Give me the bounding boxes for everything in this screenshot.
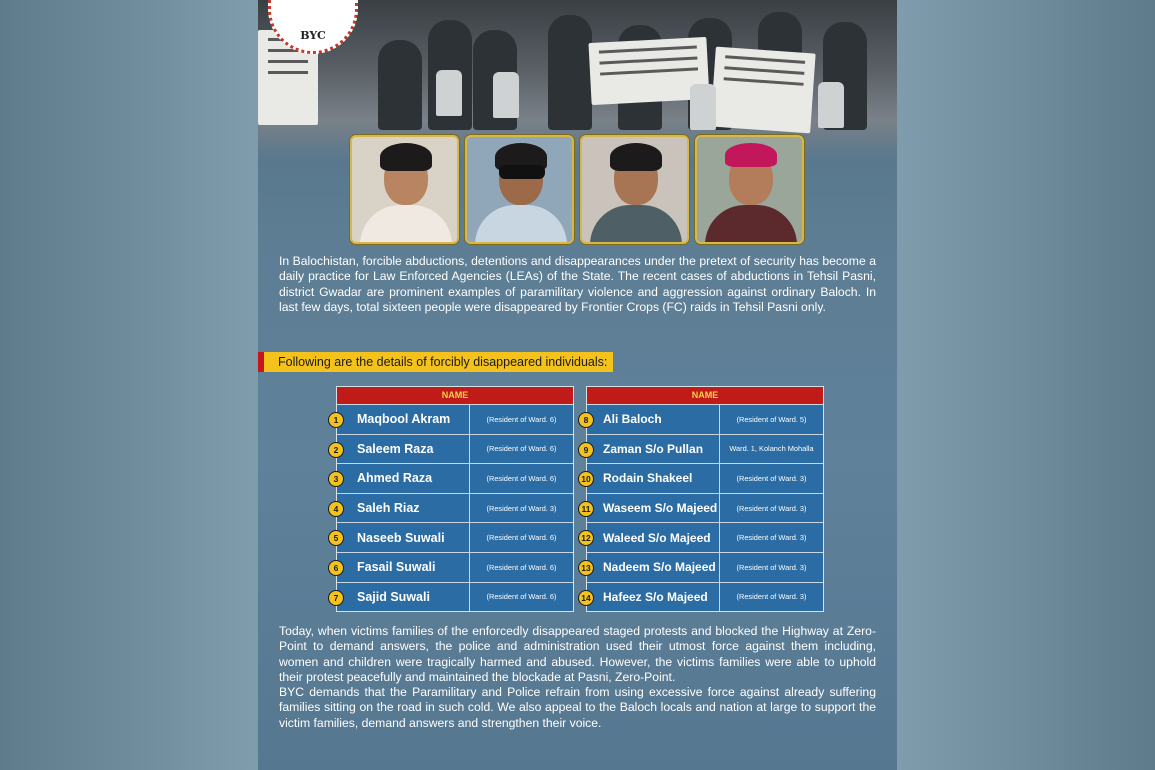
row-number: 11 [578,501,594,517]
protester-silhouette [548,15,592,130]
row-number: 1 [328,412,344,428]
outro-paragraph-1: Today, when victims families of the enforcedly disappeared staged protests and blocked the Highway at Zero-Point to demand answers, the police and administration used their utmost force against them including, women and children were tragically harmed and abused. However, the victims families were able to uphold their protest peacefully and maintained the blockade at Pasni, Zero-Point. [279,624,876,684]
road-post [690,84,716,130]
row-number: 3 [328,471,344,487]
intro-paragraph: In Balochistan, forcible abductions, detentions and disappearances under the pretext of security has become a daily practice for Law Enforced Agencies (LEAs) of the State. The recent cases of abductions in Tehsil Pasni, district Gwadar are prominent examples of paramilitary violence and aggression against ordinary Baloch. In last few days, total sixteen people were disappeared by Frontier Crops (FC) raids in Tehsil Pasni only. [279,254,876,314]
residence: (Resident of Ward. 3) [720,523,823,552]
table-row [581,493,823,523]
residence: (Resident of Ward. 3) [720,464,823,493]
section-heading-label: Following are the details of forcibly disappeared individuals: [264,352,613,372]
table-header: NAME [587,387,823,404]
residence: (Resident of Ward. 6) [470,583,573,612]
residence: (Resident of Ward. 3) [720,494,823,523]
row-number: 13 [578,560,594,576]
person-name: Saleem Raza [337,435,470,464]
logo-text: BYC [300,28,326,42]
disappeared-list-right [581,386,824,612]
person-name: Nadeem S/o Majeed [587,553,720,582]
person-name: Hafeez S/o Majeed [587,583,720,612]
residence: (Resident of Ward. 3) [470,494,573,523]
residence: (Resident of Ward. 5) [720,405,823,434]
person-name: Fasail Suwali [337,553,470,582]
road-post [436,70,462,116]
table-row [581,463,823,493]
residence: (Resident of Ward. 3) [720,553,823,582]
table-row [333,493,573,523]
residence: (Resident of Ward. 6) [470,523,573,552]
victim-portrait [580,135,689,244]
row-number: 5 [328,530,344,546]
table-row [333,552,573,582]
person-name: Rodain Shakeel [587,464,720,493]
person-name: Maqbool Akram [337,405,470,434]
person-name: Ali Baloch [587,405,720,434]
table-row [581,552,823,582]
table-row [333,404,573,434]
person-name: Ahmed Raza [337,464,470,493]
table-row [333,522,573,552]
table-row [333,463,573,493]
residence: (Resident of Ward. 6) [470,553,573,582]
road-post [818,82,844,128]
row-number: 2 [328,442,344,458]
row-number: 4 [328,501,344,517]
residence: Ward. 1, Kolanch Mohalla [720,435,823,464]
victim-portrait [350,135,459,244]
disappeared-list-left [333,386,574,612]
victim-portrait [695,135,804,244]
person-name: Sajid Suwali [337,583,470,612]
person-name: Saleh Riaz [337,494,470,523]
residence: (Resident of Ward. 6) [470,435,573,464]
poster [258,0,897,770]
row-number: 6 [328,560,344,576]
table-row [333,582,573,612]
row-number: 12 [578,530,594,546]
row-number: 8 [578,412,594,428]
table-row [333,434,573,464]
outro-paragraph-2: BYC demands that the Paramilitary and Police refrain from using excessive force against already suffering families sitting on the road in such cold. We also appeal to the Baloch locals and nation at large to support the victim families, demand answers and strengthen their voice. [279,685,876,730]
row-number: 7 [328,590,344,606]
row-number: 9 [578,442,594,458]
table-row [581,522,823,552]
residence: (Resident of Ward. 3) [720,583,823,612]
table-row [581,582,823,612]
protester-silhouette [378,40,422,130]
person-name: Naseeb Suwali [337,523,470,552]
section-heading [258,352,613,372]
table-header: NAME [337,387,573,404]
table-row [583,434,823,464]
protest-placard [710,47,815,134]
residence: (Resident of Ward. 6) [470,464,573,493]
row-number: 10 [578,471,594,487]
victim-portraits [350,135,804,244]
person-name: Zaman S/o Pullan [587,435,720,464]
row-number: 14 [578,590,594,606]
table-row [583,404,823,434]
person-name: Waseem S/o Majeed [587,494,720,523]
victim-portrait [465,135,574,244]
outro-paragraph [279,624,876,731]
road-post [493,72,519,118]
person-name: Waleed S/o Majeed [587,523,720,552]
residence: (Resident of Ward. 6) [470,405,573,434]
